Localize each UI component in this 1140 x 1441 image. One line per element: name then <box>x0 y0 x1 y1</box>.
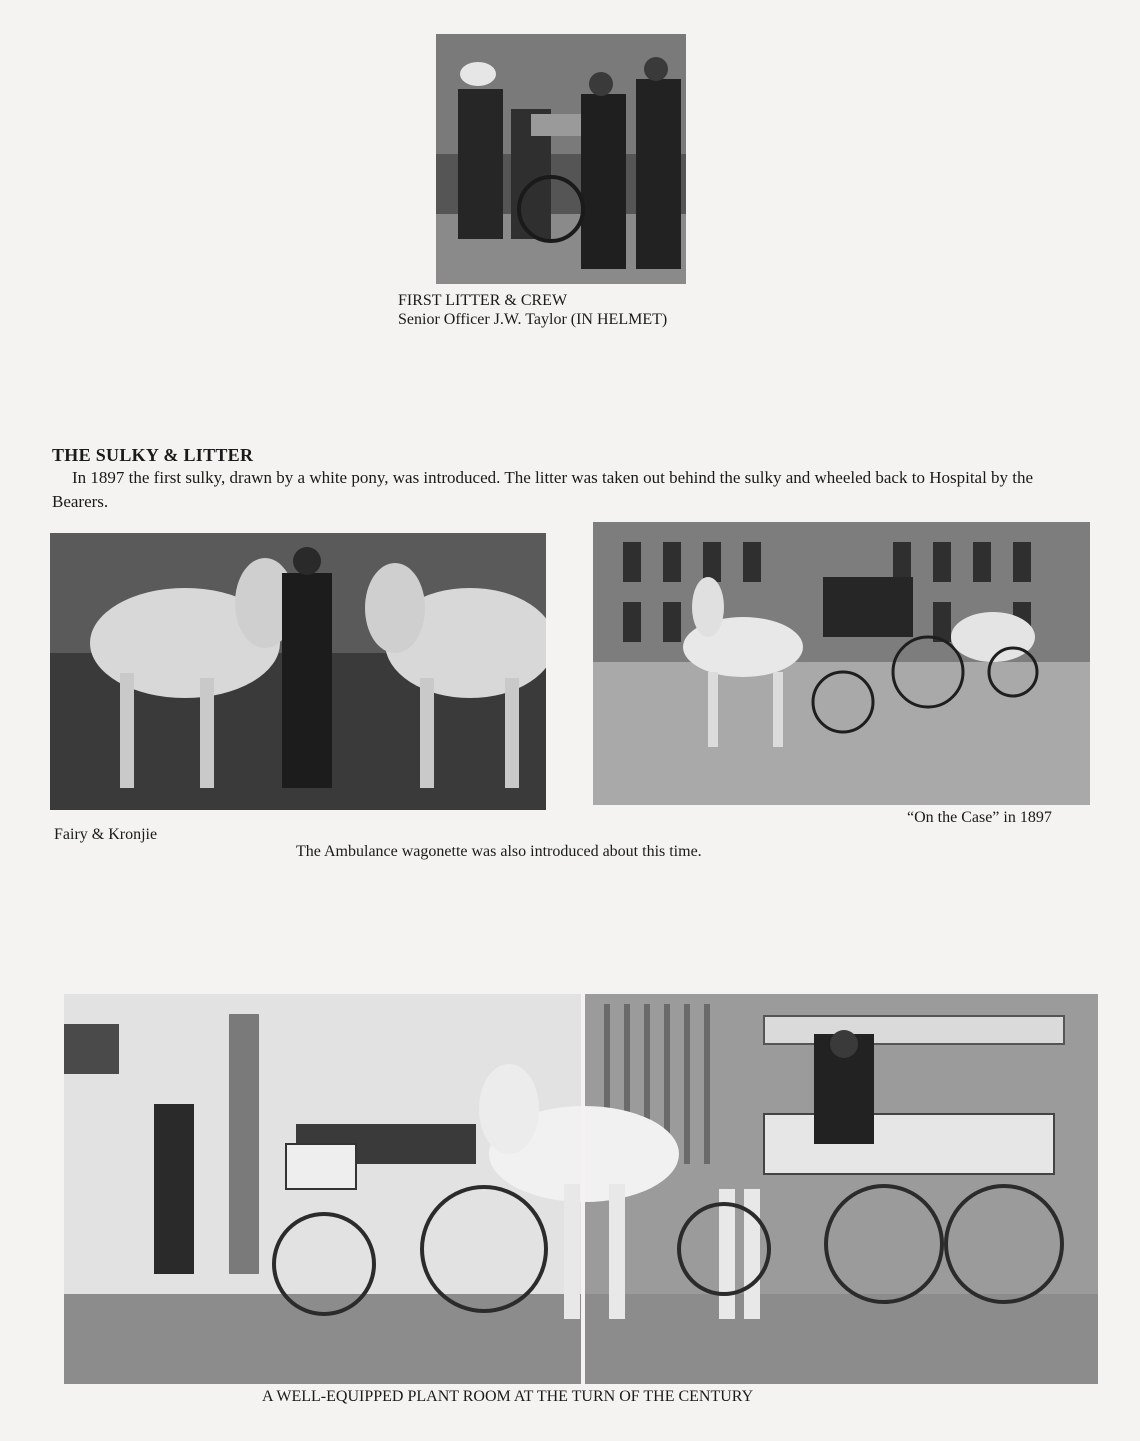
right-photo-caption: “On the Case” in 1897 <box>907 809 1052 826</box>
top-photo-caption-subtitle: Senior Officer J.W. Taylor (IN HELMET) <box>398 311 668 328</box>
section-paragraph <box>52 466 1092 514</box>
section-heading: THE SULKY & LITTER <box>52 445 254 465</box>
wagonette-caption: The Ambulance wagonette was also introduced about this time. <box>296 843 702 860</box>
bottom-photo-caption: A WELL-EQUIPPED PLANT ROOM AT THE TURN OF THE CENTURY <box>262 1388 754 1405</box>
photo-first-litter-crew <box>436 34 686 284</box>
photo-fairy-kronjie <box>50 533 546 810</box>
section-paragraph-text: In 1897 the first sulky, drawn by a white pony, was introduced. The litter was taken out behind the sulky and wheeled back to Hospital by the Bearers. <box>52 468 1034 511</box>
photo-plant-room <box>64 994 1098 1384</box>
left-photo-caption: Fairy & Kronjie <box>54 826 158 843</box>
top-photo-caption-title: FIRST LITTER & CREW <box>398 292 568 309</box>
photo-on-the-case <box>593 522 1090 805</box>
